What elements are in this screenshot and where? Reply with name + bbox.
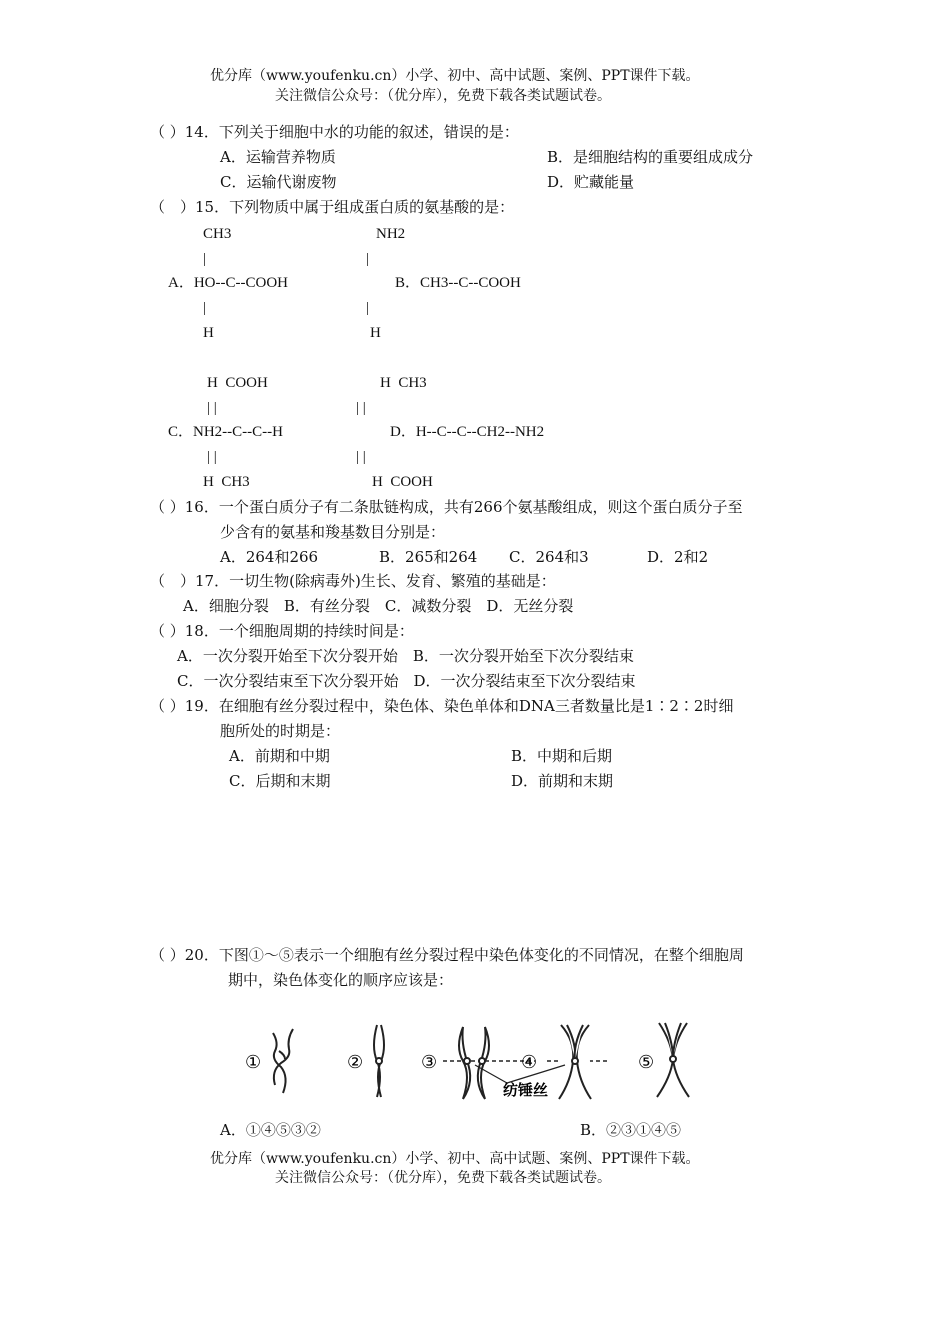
q14-stem: （ ）14．下列关于细胞中水的功能的叙述，错误的是： (150, 123, 519, 141)
chromosome-4-icon (559, 1025, 591, 1099)
q15-d-bond-2: | | (356, 449, 366, 465)
q15-option-b: B．CH3--C--COOH (395, 275, 521, 291)
figure-label-4: ④ (521, 1052, 538, 1073)
q18-options-row-1: A．一次分裂开始至下次分裂开始 B．一次分裂开始至下次分裂结束 (177, 647, 634, 665)
q14-option-c: C．运输代谢废物 (220, 173, 337, 191)
chromosome-5-icon (657, 1023, 689, 1097)
q15-b-top: NH2 (376, 226, 406, 242)
q15-option-a: A．HO--C--COOH (168, 275, 288, 291)
figure-label-2: ② (347, 1052, 364, 1073)
q14-option-d: D．贮藏能量 (547, 173, 635, 191)
q15-c-bond-1: | | (207, 400, 217, 416)
q16-option-d: D．2和2 (647, 548, 709, 566)
figure-label-5: ⑤ (638, 1052, 655, 1073)
q15-d-top: H CH3 (380, 375, 427, 391)
q16-option-b: B．265和264 (379, 548, 478, 566)
q19-option-d: D．前期和末期 (511, 772, 614, 790)
q17-options: A．细胞分裂 B．有丝分裂 C．减数分裂 D．无丝分裂 (183, 597, 574, 615)
chromosome-3-icon (459, 1027, 489, 1099)
q20-option-b: B．②③①④⑤ (580, 1121, 682, 1139)
q15-a-bond-2: | (203, 300, 207, 316)
q16-option-c: C．264和3 (509, 548, 589, 566)
q15-c-bottom: H CH3 (203, 474, 250, 490)
q19-option-c: C．后期和末期 (229, 772, 331, 790)
q19-stem-2: 胞所处的时期是： (220, 722, 341, 740)
q16-option-a: A．264和266 (220, 548, 319, 566)
q20-stem-2: 期中，染色体变化的顺序应该是： (228, 971, 454, 989)
q15-a-top: CH3 (203, 226, 232, 242)
q15-b-bond-1: | (366, 251, 370, 267)
q15-a-bottom: H (203, 325, 214, 341)
q19-stem-1: （ ）19．在细胞有丝分裂过程中，染色体、染色单体和DNA三者数量比是1∶2∶2时细 (150, 697, 734, 715)
q15-option-d: D．H--C--C--CH2--NH2 (390, 424, 545, 440)
q18-options-row-2: C．一次分裂结束至下次分裂开始 D．一次分裂结束至下次分裂结束 (177, 672, 636, 690)
chromosome-2-icon (374, 1025, 384, 1097)
q18-stem: （ ）18．一个细胞周期的持续时间是： (150, 622, 414, 640)
header-line-1: 优分库（www.youfenku.cn）小学、初中、高中试题、案例、PPT课件下载。 (210, 68, 700, 84)
q15-b-bottom: H (370, 325, 381, 341)
q15-d-bond-1: | | (356, 400, 366, 416)
q15-stem: （ ）15．下列物质中属于组成蛋白质的氨基酸的是： (150, 198, 515, 216)
q20-option-a: A．①④⑤③② (220, 1121, 321, 1139)
q14-option-b: B．是细胞结构的重要组成成分 (547, 148, 754, 166)
q15-c-bond-2: | | (207, 449, 217, 465)
footer-line-1: 优分库（www.youfenku.cn）小学、初中、高中试题、案例、PPT课件下载。 (210, 1151, 700, 1167)
q15-b-bond-2: | (366, 300, 370, 316)
q16-stem-1: （ ）16．一个蛋白质分子有二条肽链构成，共有266个氨基酸组成，则这个蛋白质分子至 (150, 498, 743, 516)
q19-option-a: A．前期和中期 (229, 747, 330, 765)
footer-line-2: 关注微信公众号：（优分库），免费下载各类试题试卷。 (275, 1170, 611, 1186)
chromosome-1-icon (273, 1029, 293, 1093)
header-line-2: 关注微信公众号：（优分库），免费下载各类试题试卷。 (275, 88, 611, 104)
spindle-fiber-label: 纺锤丝 (503, 1081, 549, 1099)
q15-a-bond-1: | (203, 251, 207, 267)
q20-stem-1: （ ）20．下图①～⑤表示一个细胞有丝分裂过程中染色体变化的不同情况，在整个细胞周 (150, 946, 744, 964)
q16-stem-2: 少含有的氨基和羧基数目分别是： (220, 523, 446, 541)
q15-c-top: H COOH (207, 375, 268, 391)
figure-label-3: ③ (421, 1052, 438, 1073)
q15-d-bottom: H COOH (372, 474, 433, 490)
q14-option-a: A．运输营养物质 (220, 148, 336, 166)
q19-option-b: B．中期和后期 (511, 747, 613, 765)
chromosome-figure (235, 1015, 705, 1105)
q15-option-c: C．NH2--C--C--H (168, 424, 283, 440)
figure-label-1: ① (245, 1052, 262, 1073)
q17-stem: （ ）17．一切生物(除病毒外)生长、发育、繁殖的基础是： (150, 572, 556, 590)
